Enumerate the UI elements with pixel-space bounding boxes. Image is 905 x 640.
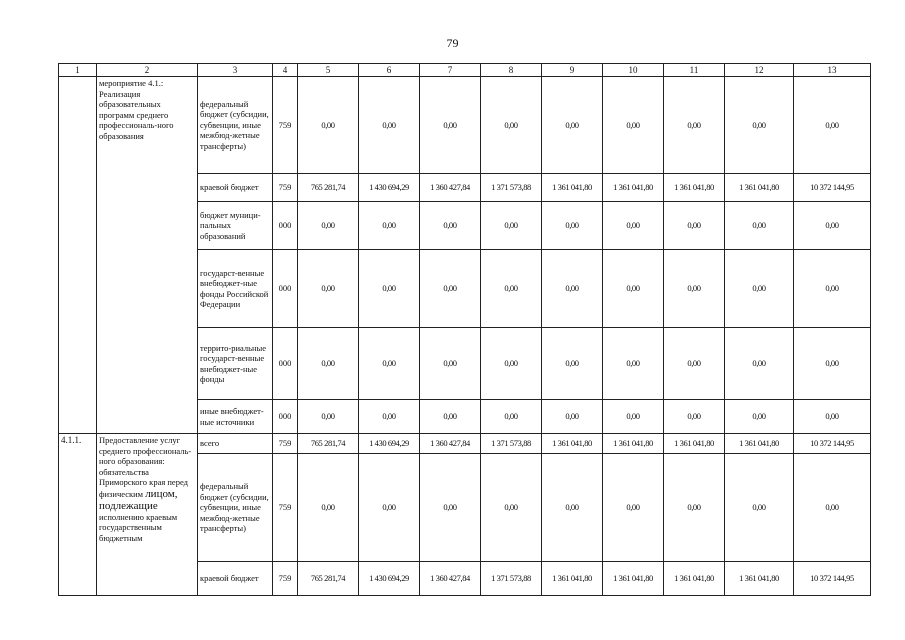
service-name [97, 434, 198, 596]
budget-code: 000 [273, 202, 298, 250]
amount-cell: 0,00 [298, 250, 359, 328]
budget-code: 759 [273, 77, 298, 174]
amount-cell: 0,00 [542, 454, 603, 562]
amount-cell: 0,00 [664, 454, 725, 562]
amount-cell: 0,00 [725, 328, 794, 400]
table-row [59, 77, 871, 174]
amount-cell: 0,00 [794, 250, 871, 328]
funding-source: бюджет муници-пальных образований [198, 202, 273, 250]
column-header: 2 [97, 64, 198, 77]
column-header: 6 [359, 64, 420, 77]
amount-cell: 0,00 [298, 202, 359, 250]
amount-cell: 10 372 144,95 [794, 434, 871, 454]
budget-code: 000 [273, 400, 298, 434]
funding-source: государст-венные внебюджет-ные фонды Российской Федерации [198, 250, 273, 328]
column-header: 8 [481, 64, 542, 77]
amount-cell: 0,00 [359, 202, 420, 250]
amount-cell: 1 361 041,80 [725, 562, 794, 596]
amount-cell: 1 361 041,80 [664, 562, 725, 596]
amount-cell: 0,00 [298, 400, 359, 434]
amount-cell: 0,00 [794, 454, 871, 562]
funding-source: федеральный бюджет (субсидии, субвенции, иные межбюд-жетные трансферты) [198, 454, 273, 562]
amount-cell: 0,00 [725, 400, 794, 434]
amount-cell: 1 430 694,29 [359, 434, 420, 454]
column-header: 13 [794, 64, 871, 77]
amount-cell: 0,00 [481, 454, 542, 562]
amount-cell: 1 430 694,29 [359, 562, 420, 596]
amount-cell: 0,00 [664, 202, 725, 250]
amount-cell: 765 281,74 [298, 434, 359, 454]
amount-cell: 0,00 [725, 202, 794, 250]
amount-cell: 765 281,74 [298, 562, 359, 596]
budget-code: 759 [273, 434, 298, 454]
amount-cell: 0,00 [603, 77, 664, 174]
amount-cell: 765 281,74 [298, 174, 359, 202]
funding-source: краевой бюджет [198, 562, 273, 596]
amount-cell: 0,00 [359, 400, 420, 434]
budget-code: 759 [273, 174, 298, 202]
amount-cell: 0,00 [542, 328, 603, 400]
service-name-part: Предоставление услуг среднего профессиональ-ного образования: обязательства Приморского края перед физическим [99, 435, 192, 499]
amount-cell: 0,00 [481, 400, 542, 434]
budget-code: 759 [273, 562, 298, 596]
amount-cell: 0,00 [298, 77, 359, 174]
amount-cell: 0,00 [420, 400, 481, 434]
amount-cell: 0,00 [794, 77, 871, 174]
amount-cell: 1 360 427,84 [420, 434, 481, 454]
amount-cell: 0,00 [664, 328, 725, 400]
amount-cell: 1 360 427,84 [420, 174, 481, 202]
amount-cell: 0,00 [420, 454, 481, 562]
funding-source: федеральный бюджет (субсидии, субвенции, иные межбюд-жетные трансферты) [198, 77, 273, 174]
amount-cell: 0,00 [725, 250, 794, 328]
amount-cell: 0,00 [420, 250, 481, 328]
budget-code: 000 [273, 328, 298, 400]
amount-cell: 0,00 [794, 400, 871, 434]
header-row [59, 64, 871, 77]
amount-cell: 0,00 [542, 250, 603, 328]
amount-cell: 0,00 [481, 202, 542, 250]
amount-cell: 0,00 [603, 454, 664, 562]
code-cell [59, 77, 97, 434]
amount-cell: 0,00 [542, 400, 603, 434]
measure-name: мероприятие 4.1.: Реализация образовательных программ среднего профессиональ-ного образования [97, 77, 198, 434]
table-body [59, 64, 871, 596]
amount-cell: 0,00 [542, 202, 603, 250]
amount-cell: 0,00 [359, 77, 420, 174]
amount-cell: 1 430 694,29 [359, 174, 420, 202]
amount-cell: 0,00 [603, 250, 664, 328]
amount-cell: 0,00 [298, 328, 359, 400]
amount-cell: 1 360 427,84 [420, 562, 481, 596]
amount-cell: 1 371 573,88 [481, 434, 542, 454]
amount-cell: 0,00 [481, 77, 542, 174]
amount-cell: 0,00 [420, 328, 481, 400]
amount-cell: 1 361 041,80 [664, 434, 725, 454]
amount-cell: 1 371 573,88 [481, 562, 542, 596]
item-code: 4.1.1. [59, 434, 97, 596]
column-header: 1 [59, 64, 97, 77]
amount-cell: 0,00 [420, 77, 481, 174]
amount-cell: 0,00 [542, 77, 603, 174]
column-header: 11 [664, 64, 725, 77]
amount-cell: 1 361 041,80 [603, 562, 664, 596]
service-name-part: исполнению краевым государственным бюджетным [99, 511, 178, 543]
column-header: 7 [420, 64, 481, 77]
column-header: 10 [603, 64, 664, 77]
amount-cell: 0,00 [664, 400, 725, 434]
amount-cell: 0,00 [725, 77, 794, 174]
funding-source: краевой бюджет [198, 174, 273, 202]
amount-cell: 1 361 041,80 [542, 174, 603, 202]
amount-cell: 0,00 [794, 328, 871, 400]
amount-cell: 0,00 [603, 202, 664, 250]
amount-cell: 1 361 041,80 [603, 174, 664, 202]
amount-cell: 1 361 041,80 [542, 434, 603, 454]
amount-cell: 0,00 [481, 250, 542, 328]
amount-cell: 1 361 041,80 [725, 174, 794, 202]
budget-code: 759 [273, 454, 298, 562]
page-number: 79 [446, 36, 459, 50]
budget-code: 000 [273, 250, 298, 328]
column-header: 4 [273, 64, 298, 77]
amount-cell: 0,00 [359, 328, 420, 400]
funding-source: иные внебюджет-ные источники [198, 400, 273, 434]
amount-cell: 10 372 144,95 [794, 174, 871, 202]
amount-cell: 0,00 [603, 328, 664, 400]
amount-cell: 0,00 [794, 202, 871, 250]
amount-cell: 10 372 144,95 [794, 562, 871, 596]
amount-cell: 1 361 041,80 [542, 562, 603, 596]
amount-cell: 0,00 [481, 328, 542, 400]
column-header: 12 [725, 64, 794, 77]
amount-cell: 0,00 [603, 400, 664, 434]
amount-cell: 0,00 [725, 454, 794, 562]
amount-cell: 0,00 [298, 454, 359, 562]
funding-source: всего [198, 434, 273, 454]
amount-cell: 1 361 041,80 [603, 434, 664, 454]
column-header: 9 [542, 64, 603, 77]
amount-cell: 0,00 [664, 77, 725, 174]
funding-source: террито-риальные государст-венные внебюджет-ные фонды [198, 328, 273, 400]
column-header: 5 [298, 64, 359, 77]
amount-cell: 0,00 [420, 202, 481, 250]
budget-table [58, 63, 871, 596]
column-header: 3 [198, 64, 273, 77]
amount-cell: 1 361 041,80 [664, 174, 725, 202]
table-row [59, 434, 871, 454]
amount-cell: 1 361 041,80 [725, 434, 794, 454]
amount-cell: 0,00 [359, 250, 420, 328]
service-name-large: лицом, подлежащие [99, 487, 178, 512]
amount-cell: 1 371 573,88 [481, 174, 542, 202]
amount-cell: 0,00 [664, 250, 725, 328]
amount-cell: 0,00 [359, 454, 420, 562]
